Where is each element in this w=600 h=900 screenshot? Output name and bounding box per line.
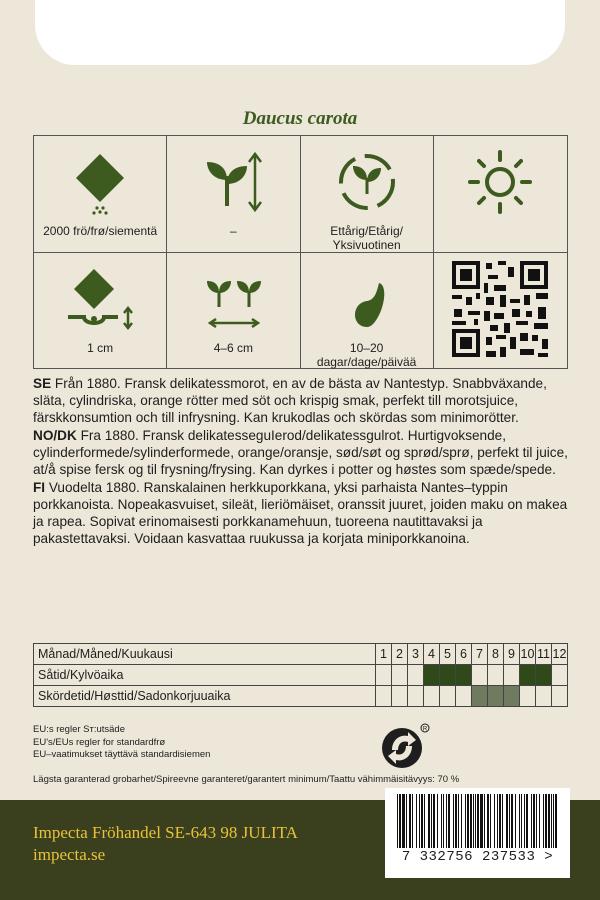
life-cycle-label: Ettårig/Etårig/ Yksivuotinen [330, 224, 403, 252]
sow-month-2 [392, 665, 408, 686]
sow-month-3 [408, 665, 424, 686]
month-3: 3 [408, 644, 424, 665]
month-4: 4 [424, 644, 440, 665]
sow-month-9 [504, 665, 520, 686]
month-10: 10 [520, 644, 536, 665]
description-no-dk-text: Fra 1880. Fransk delikatesseguIerod/delikatessgulrot. Hurtigvoksende, cylinderformede/sylinderformede, orange/oransje, sød/søt og sprød/sprø, perfekt til juice, at/å spise fersk og til frysning/frysing. Kan dyrkes i potter og høstes som spæde/spede. [33, 428, 568, 477]
hang-hole-cutout [35, 0, 565, 65]
month-5: 5 [440, 644, 456, 665]
barcode-bars [395, 794, 560, 848]
month-1: 1 [376, 644, 392, 665]
harv-month-12 [552, 686, 568, 707]
qr-code-icon[interactable] [450, 259, 550, 359]
description-se-text: Från 1880. Fransk delikatessmorot, en av de bästa av Nantestyp. Snabbväxande, släta, cylindriska, orange rötter med söt och krispig smak, perfekt till morotsjuice, färskkonsumtion och till infrysning. Kan krukodlas och skördas som minimorötter. [33, 376, 547, 425]
calendar-row-sow [34, 665, 568, 686]
description-fi-text: Vuodelta 1880. Ranskalainen herkkuporkkana, yksi parhaista Nantes–typpin porkkanoista. Nopeakasvuiset, sileät, lieriömäiset, oranssit juuret, joiden maku on makea ja rapea. Sopivat erinomaisesti porkkanamehuun, tuoreena nautittavaksi ja pakastettavaksi. Voidaan kasvattaa ruukussa ja korjata miniporkkanoina. [33, 480, 568, 546]
harv-month-10 [520, 686, 536, 707]
cell-sun [434, 136, 567, 253]
sow-month-4 [424, 665, 440, 686]
description-block [33, 375, 568, 548]
harv-month-6 [456, 686, 472, 707]
cell-life-cycle [301, 136, 434, 253]
eu-rule-se: EU:s regler Sт:utsäde [33, 724, 126, 735]
lang-code-fi: FI [33, 480, 46, 495]
month-2: 2 [392, 644, 408, 665]
sow-month-8 [488, 665, 504, 686]
barcode-number: 7 332756 237533 > [401, 849, 554, 865]
sowing-depth-label: 1 cm [87, 341, 114, 355]
harv-month-5 [440, 686, 456, 707]
sowing-depth-icon [60, 263, 140, 335]
sow-month-11 [536, 665, 552, 686]
green-dot-recycle-icon [380, 722, 430, 772]
eu-rule-no-dk: EU's/EUs regler for standardfrø [33, 736, 166, 748]
description-fi [33, 479, 568, 547]
sun-icon [460, 146, 540, 218]
harv-month-11 [536, 686, 552, 707]
sow-month-7 [472, 665, 488, 686]
month-9: 9 [504, 644, 520, 665]
plant-height-label: – [230, 224, 237, 238]
sow-month-1 [376, 665, 392, 686]
harv-month-1 [376, 686, 392, 707]
sowing-calendar [33, 643, 568, 707]
cell-plant-height [167, 136, 300, 253]
plant-spacing-label: 4–6 cm [213, 341, 254, 355]
plant-spacing-icon [193, 263, 273, 335]
species-name: Daucus carota [242, 108, 358, 129]
website-link[interactable]: impecta.se [33, 845, 106, 864]
sow-month-10 [520, 665, 536, 686]
cell-qr [434, 253, 567, 369]
cell-germination [301, 253, 434, 369]
harv-month-4 [424, 686, 440, 707]
month-7: 7 [472, 644, 488, 665]
calendar-header-row [34, 644, 568, 665]
barcode [385, 788, 570, 878]
calendar-header-label: Månad/Måned/Kuukausi [34, 644, 376, 665]
lang-code-se: SE [33, 376, 52, 391]
icon-grid [33, 135, 568, 369]
eu-rule-fi: EU–vaatimukset täyttävä standardisiemen [33, 749, 211, 760]
harv-month-3 [408, 686, 424, 707]
sow-row-label: Såtid/Kylvöaika [34, 665, 376, 686]
footer-address [33, 822, 298, 866]
company-address: Impecta Fröhandel SE-643 98 JULITA [33, 823, 298, 842]
cell-sowing-depth [34, 253, 167, 369]
eu-rules [33, 724, 210, 762]
harv-month-7 [472, 686, 488, 707]
germination-label: 10–20 dagar/dage/päivää [316, 341, 417, 369]
plant-height-icon [193, 146, 273, 218]
cell-seed-count [34, 136, 167, 253]
svg-text:R: R [422, 726, 428, 733]
germination-icon [327, 263, 407, 335]
harv-month-9 [504, 686, 520, 707]
harv-month-2 [392, 686, 408, 707]
description-se [33, 375, 568, 426]
calendar-row-harvest [34, 686, 568, 707]
lang-code-no-dk: NO/DK [33, 428, 77, 443]
month-6: 6 [456, 644, 472, 665]
month-11: 11 [536, 644, 552, 665]
cell-plant-spacing [167, 253, 300, 369]
description-no-dk [33, 427, 568, 478]
month-8: 8 [488, 644, 504, 665]
sow-month-12 [552, 665, 568, 686]
sow-month-6 [456, 665, 472, 686]
seed-count-label: 2000 frö/frø/siementä [43, 224, 158, 238]
seed-packet-icon [60, 146, 140, 218]
sow-month-5 [440, 665, 456, 686]
annual-cycle-icon [327, 146, 407, 218]
harvest-row-label: Skördetid/Høsttid/Sadonkorjuuaika [34, 686, 376, 707]
harv-month-8 [488, 686, 504, 707]
month-12: 12 [552, 644, 568, 665]
germination-guarantee: Lägsta garanterad grobarhet/Spireevne garanteret/garantert minimum/Taattu vähimmäisitävyys: 70 % [33, 774, 460, 785]
